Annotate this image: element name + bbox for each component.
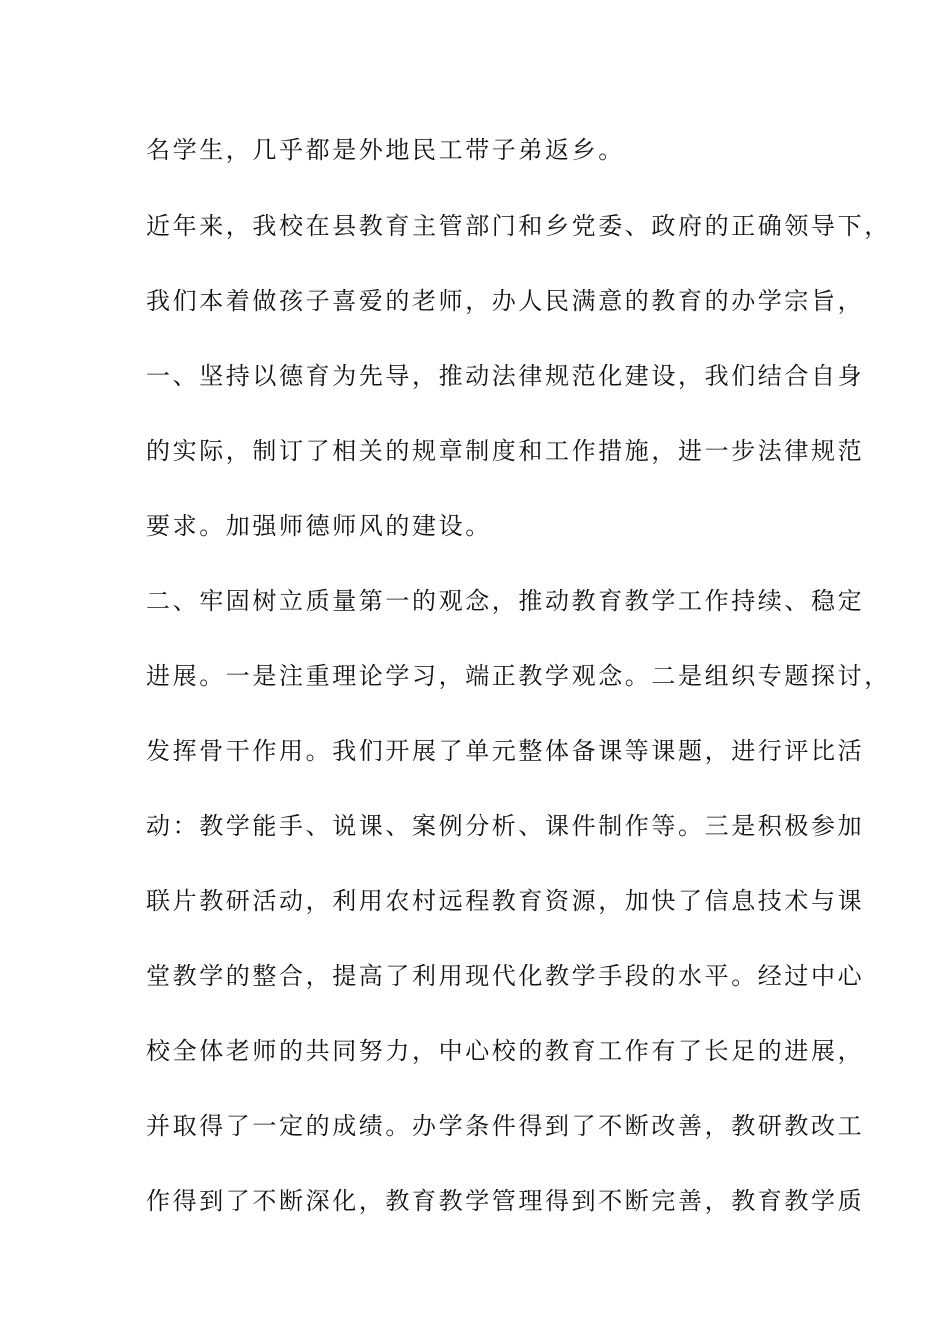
- text-line: 堂教学的整合，提高了利用现代化教学手段的水平。经过中心: [146, 962, 865, 990]
- text-line: 一、坚持以德育为先导，推动法律规范化建设，我们结合自身: [146, 362, 865, 390]
- text-line: 二、牢固树立质量第一的观念，推动教育教学工作持续、稳定: [146, 587, 865, 615]
- text-line: 校全体老师的共同努力，中心校的教育工作有了长足的进展，: [146, 1037, 865, 1065]
- text-line: 动：教学能手、说课、案例分析、课件制作等。三是积极参加: [146, 812, 865, 840]
- text-line: 近年来，我校在县教育主管部门和乡党委、政府的正确领导下，: [146, 212, 891, 240]
- text-line: 发挥骨干作用。我们开展了单元整体备课等课题，进行评比活: [146, 737, 865, 765]
- text-line: 要求。加强师德师风的建设。: [146, 512, 492, 540]
- text-line: 联片教研活动，利用农村远程教育资源，加快了信息技术与课: [146, 887, 865, 915]
- text-line: 名学生，几乎都是外地民工带子弟返乡。: [146, 136, 625, 164]
- text-line: 作得到了不断深化，教育教学管理得到不断完善，教育教学质: [146, 1187, 865, 1215]
- text-line: 并取得了一定的成绩。办学条件得到了不断改善，教研教改工: [146, 1112, 865, 1140]
- text-line: 进展。一是注重理论学习，端正教学观念。二是组织专题探讨，: [146, 662, 891, 690]
- text-line: 我们本着做孩子喜爱的老师，办人民满意的教育的办学宗旨，: [146, 287, 865, 315]
- text-line: 的实际，制订了相关的规章制度和工作措施，进一步法律规范: [146, 437, 865, 465]
